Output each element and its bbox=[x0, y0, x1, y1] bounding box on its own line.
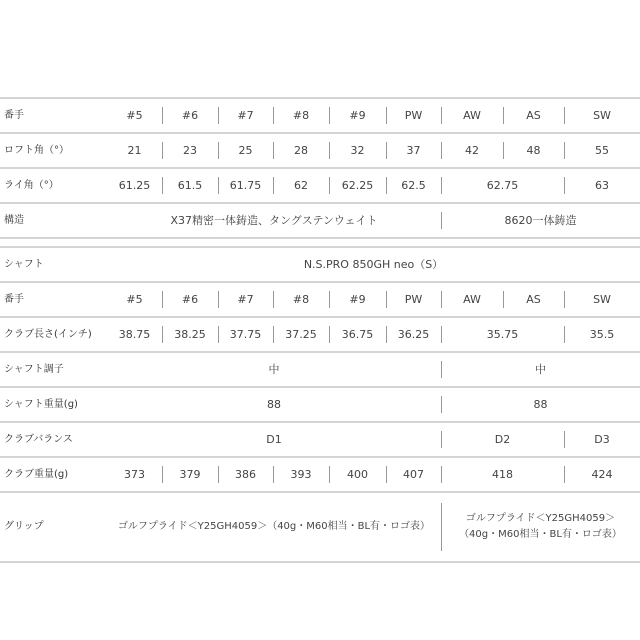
row-flex-point bbox=[0, 353, 640, 388]
cell: 38.25 bbox=[162, 318, 218, 351]
cell: #8 bbox=[273, 283, 329, 316]
cell: #6 bbox=[162, 99, 218, 132]
cell: 393 bbox=[273, 458, 329, 491]
cell: 42 bbox=[441, 134, 503, 167]
cell: N.S.PRO 850GH neo（S） bbox=[303, 257, 444, 271]
cell: 88 bbox=[441, 388, 640, 421]
cell: 61.5 bbox=[162, 169, 218, 202]
cell: 48 bbox=[503, 134, 564, 167]
row-label: 番手 bbox=[4, 293, 24, 305]
cell: 35.5 bbox=[564, 318, 640, 351]
cell: 400 bbox=[329, 458, 386, 491]
row-label: グリップ bbox=[4, 521, 44, 532]
row-structure bbox=[0, 204, 640, 239]
cell: 37.75 bbox=[218, 318, 273, 351]
cell: X37精密一体鋳造、タングステンウェイト bbox=[170, 213, 378, 227]
cell: 28 bbox=[273, 134, 329, 167]
cell: AS bbox=[503, 99, 564, 132]
row-shaft-weight bbox=[0, 388, 640, 423]
row-loft bbox=[0, 134, 640, 169]
row-label: ロフト角（°） bbox=[4, 144, 69, 156]
row-number bbox=[0, 283, 640, 318]
head-spec-table bbox=[0, 97, 640, 239]
cell: 62.75 bbox=[441, 169, 564, 202]
cell: 37 bbox=[386, 134, 441, 167]
cell: 61.25 bbox=[118, 178, 151, 192]
cell: 62 bbox=[273, 169, 329, 202]
cell: #6 bbox=[162, 283, 218, 316]
cell: PW bbox=[386, 283, 441, 316]
cell: 386 bbox=[218, 458, 273, 491]
row-length bbox=[0, 318, 640, 353]
row-label: シャフト重量(g) bbox=[4, 398, 78, 410]
cell: AW bbox=[441, 283, 503, 316]
cell: D2 bbox=[441, 423, 564, 456]
cell: #7 bbox=[218, 99, 273, 132]
cell: 25 bbox=[218, 134, 273, 167]
cell: 中 bbox=[441, 353, 640, 386]
row-label: 構造 bbox=[4, 214, 24, 226]
cell: #5 bbox=[126, 292, 143, 306]
cell: 32 bbox=[329, 134, 386, 167]
cell: D3 bbox=[564, 423, 640, 456]
row-balance bbox=[0, 423, 640, 458]
row-label: シャフト調子 bbox=[4, 363, 64, 375]
cell: AS bbox=[503, 283, 564, 316]
cell: 379 bbox=[162, 458, 218, 491]
cell: #9 bbox=[329, 283, 386, 316]
cell: 407 bbox=[386, 458, 441, 491]
cell: 88 bbox=[267, 397, 281, 411]
row-label: クラブ長さ(インチ) bbox=[4, 328, 92, 340]
cell: 61.75 bbox=[218, 169, 273, 202]
cell: 中 bbox=[268, 362, 280, 376]
row-number bbox=[0, 99, 640, 134]
row-label: 番手 bbox=[4, 109, 24, 121]
cell: #9 bbox=[329, 99, 386, 132]
cell: 37.25 bbox=[273, 318, 329, 351]
cell: D1 bbox=[266, 432, 282, 446]
row-label: ライ角（°） bbox=[4, 179, 59, 191]
cell: 21 bbox=[127, 143, 142, 157]
cell: ゴルフプライド＜Y25GH4059＞（40g・M60相当・BL有・ロゴ表） bbox=[441, 493, 640, 561]
cell: 63 bbox=[564, 169, 640, 202]
cell: 62.5 bbox=[386, 169, 441, 202]
cell: PW bbox=[386, 99, 441, 132]
cell: 55 bbox=[564, 134, 640, 167]
row-club-weight bbox=[0, 458, 640, 493]
cell: 23 bbox=[162, 134, 218, 167]
cell: 8620一体鋳造 bbox=[441, 204, 640, 237]
cell: 35.75 bbox=[441, 318, 564, 351]
cell: #7 bbox=[218, 283, 273, 316]
row-label: クラブバランス bbox=[4, 433, 73, 445]
cell: 424 bbox=[564, 458, 640, 491]
cell: AW bbox=[441, 99, 503, 132]
row-lie bbox=[0, 169, 640, 204]
row-grip bbox=[0, 493, 640, 563]
cell: 36.25 bbox=[386, 318, 441, 351]
row-shaft bbox=[0, 248, 640, 283]
cell: 373 bbox=[124, 467, 145, 481]
cell: #5 bbox=[126, 108, 143, 122]
cell: SW bbox=[564, 99, 640, 132]
cell: 38.75 bbox=[118, 327, 151, 341]
row-label: シャフト bbox=[4, 258, 44, 270]
cell: 418 bbox=[441, 458, 564, 491]
cell: 36.75 bbox=[329, 318, 386, 351]
cell: #8 bbox=[273, 99, 329, 132]
row-label: クラブ重量(g) bbox=[4, 468, 69, 480]
cell: 62.25 bbox=[329, 169, 386, 202]
shaft-spec-table bbox=[0, 246, 640, 563]
cell: ゴルフプライド＜Y25GH4059＞（40g・M60相当・BL有・ロゴ表） bbox=[117, 521, 431, 532]
cell: SW bbox=[564, 283, 640, 316]
